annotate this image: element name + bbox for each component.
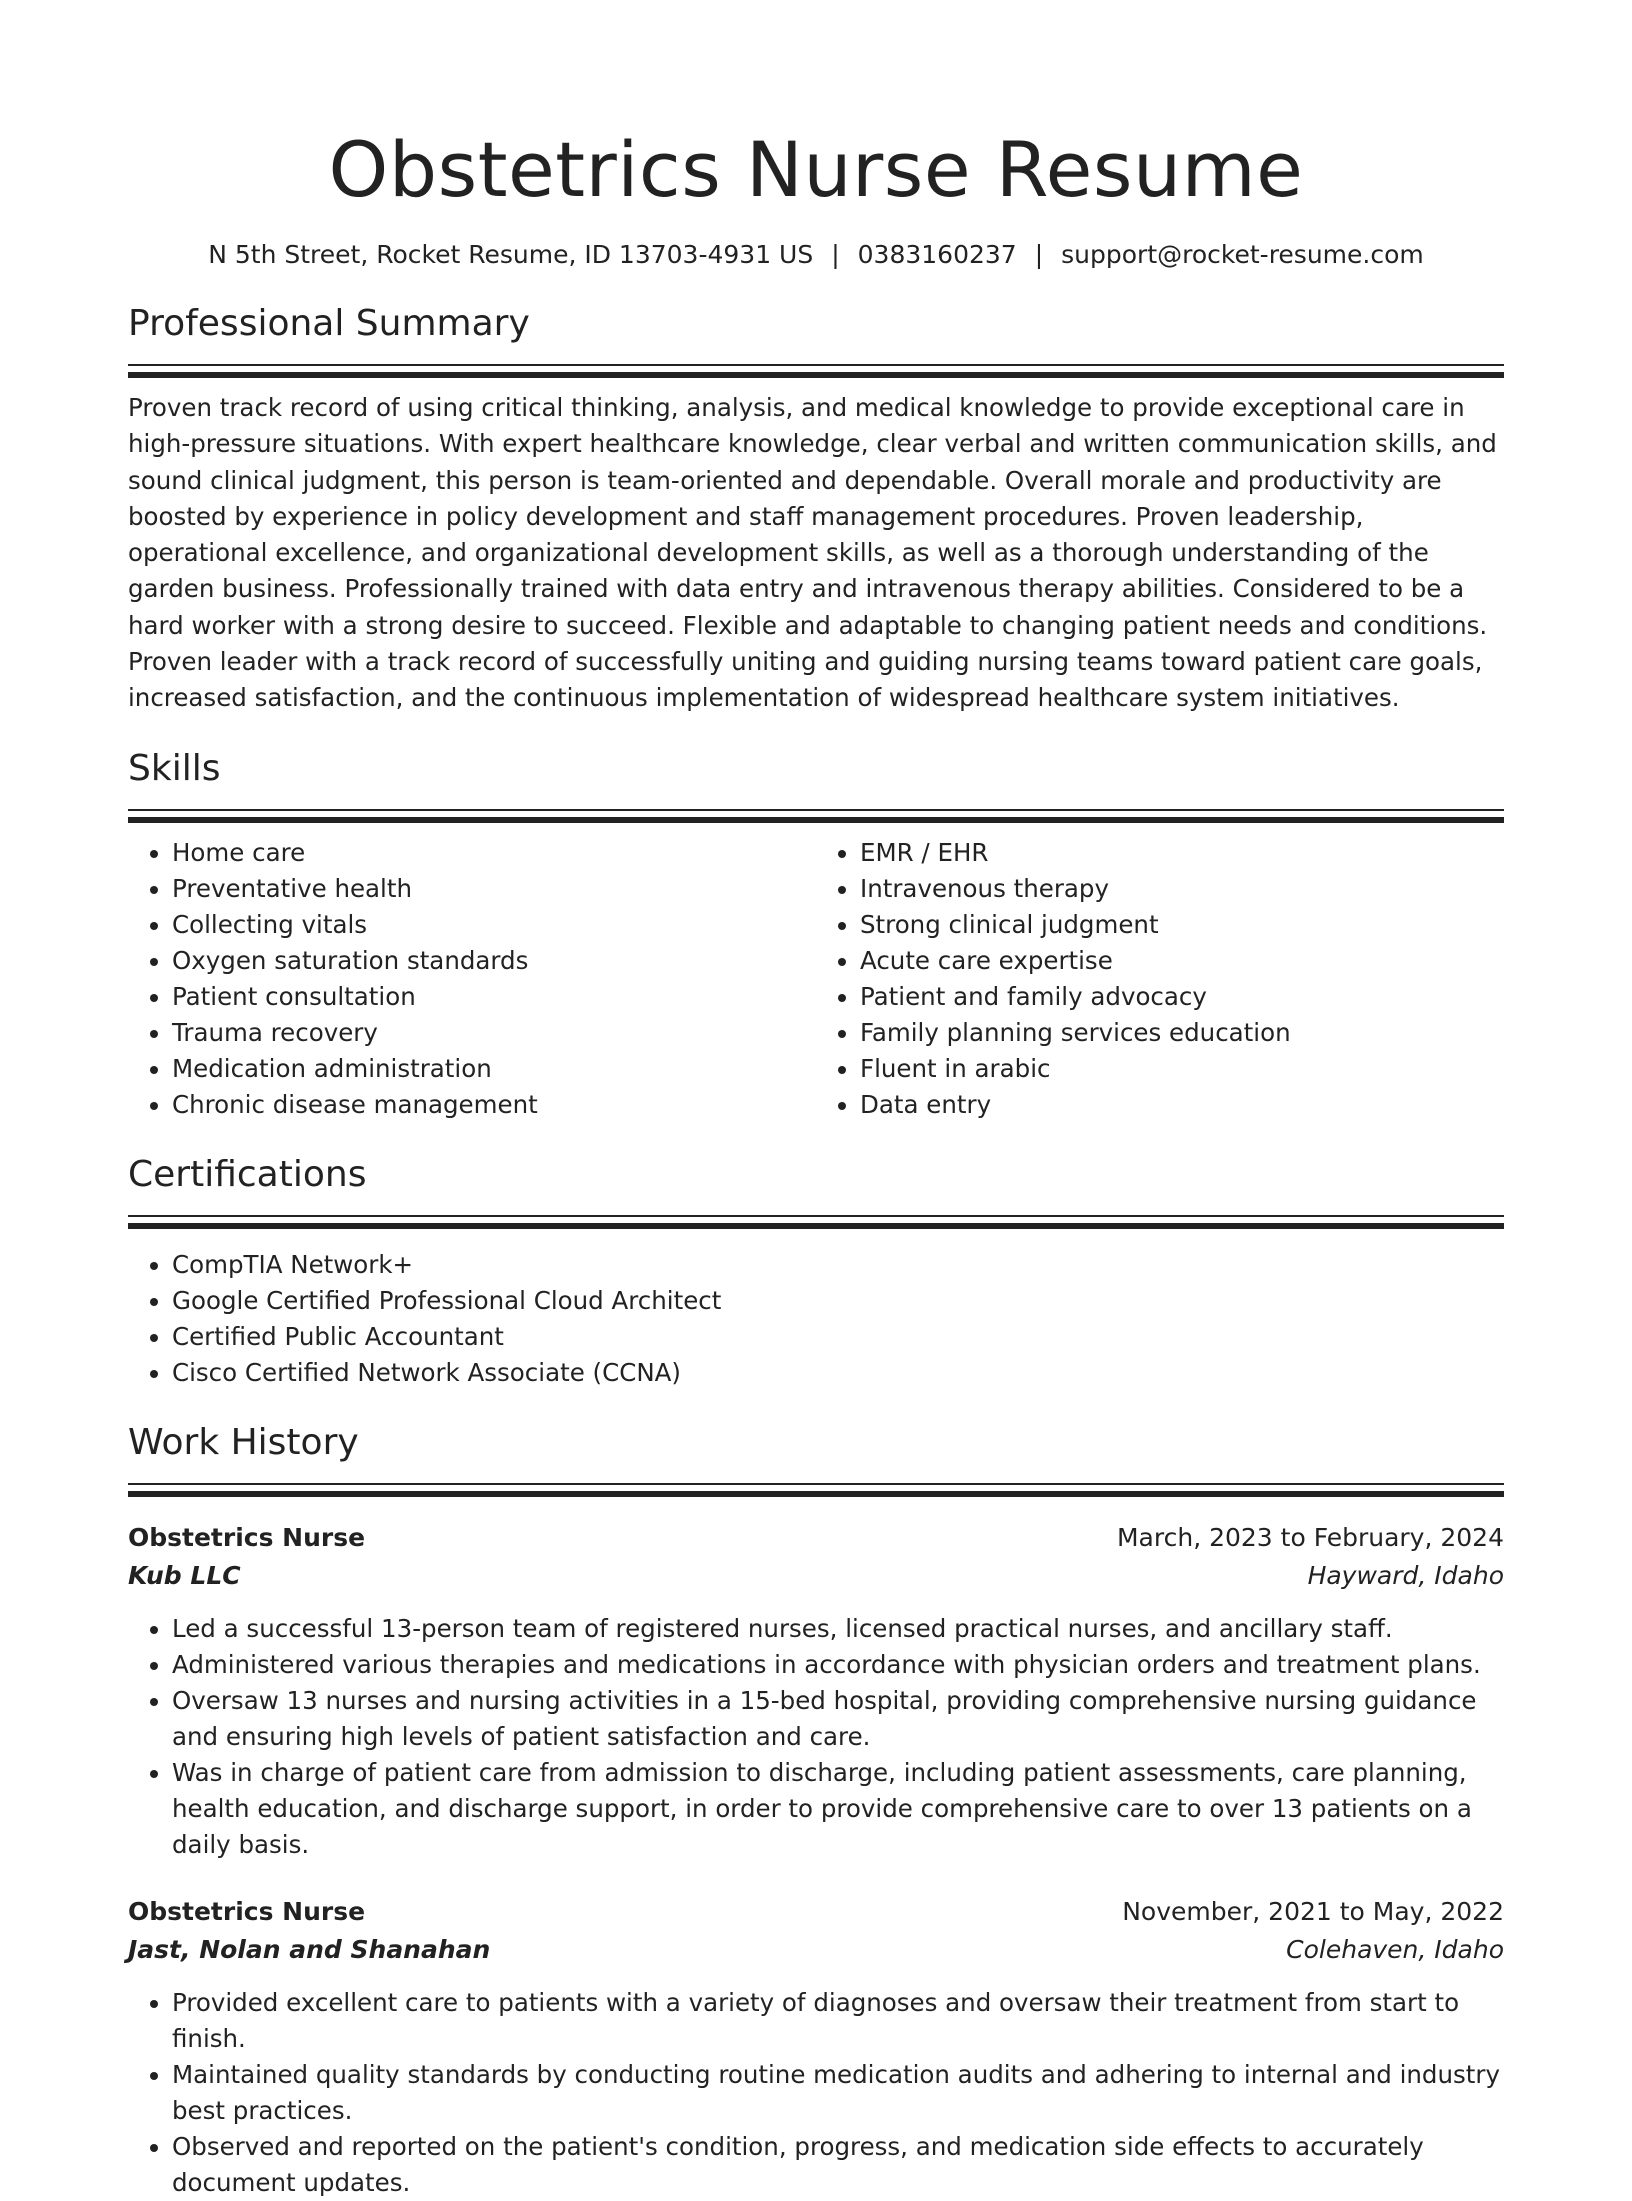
job-bullet: • Was in charge of patient care from admission to discharge, including patient assessments, care planning, health education, and discharge support, in order to provide comprehensive care to over 13 patients on a daily basis.: [172, 1755, 1504, 1863]
summary-text: Proven track record of using critical thinking, analysis, and medical knowledge to provide exceptional care in high-pressure situations. With expert healthcare knowledge, clear verbal and written communication skills, and sound clinical judgment, this person is team-oriented and dependable. Overall morale and productivity are boosted by experience in policy development and staff management procedures. Proven leadership, operational excellence, and organizational development skills, as well as a thorough understanding of the garden business. Professionally trained with data entry and intravenous therapy abilities. Considered to be a hard worker with a strong desire to succeed. Flexible and adaptable to changing patient needs and conditions. Proven leader with a track record of successfully uniting and guiding nursing teams toward patient care goals, increased satisfaction, and the continuous implementation of widespread healthcare system initiatives.: [128, 393, 1497, 713]
job-bullets: [128, 1985, 1504, 2201]
skill-item: • Data entry: [860, 1087, 1504, 1123]
job-bullet: • Administered various therapies and medications in accordance with physician orders and treatment plans.: [172, 1647, 1504, 1683]
certification-item: • Cisco Certified Network Associate (CCNA): [172, 1355, 1504, 1391]
page-title: Obstetrics Nurse Resume: [328, 125, 1304, 214]
skill-item: • Strong clinical judgment: [860, 907, 1504, 943]
section-divider: [128, 809, 1504, 823]
skills-list-right: [816, 835, 1504, 1123]
job-bullet: • Observed and reported on the patient's condition, progress, and medication side effects to accurately document updates.: [172, 2129, 1504, 2201]
contact-email: support@rocket-resume.com: [1061, 240, 1424, 269]
skill-item: • Intravenous therapy: [860, 871, 1504, 907]
work-history-section: [128, 1419, 1504, 2201]
skills-columns: [128, 835, 1504, 1123]
summary-section: [128, 300, 1504, 717]
job-company: Kub LLC: [128, 1560, 241, 1590]
skill-item: • Home care: [172, 835, 816, 871]
skill-item: • Fluent in arabic: [860, 1051, 1504, 1087]
job-bullet: • Provided excellent care to patients with a variety of diagnoses and oversaw their treatment from start to finish.: [172, 1985, 1504, 2057]
skills-section: [128, 745, 1504, 1123]
job-entry: [128, 1893, 1504, 2201]
job-title: Obstetrics Nurse: [128, 1896, 366, 1926]
contact-phone: 0383160237: [857, 240, 1017, 269]
contact-line: [128, 238, 1504, 272]
contact-address: N 5th Street, Rocket Resume, ID 13703-4931 US: [208, 240, 814, 269]
job-title: Obstetrics Nurse: [128, 1522, 366, 1552]
skill-item: • Chronic disease management: [172, 1087, 816, 1123]
job-bullets: [128, 1611, 1504, 1863]
summary-heading: Professional Summary: [128, 303, 530, 344]
job-company: Jast, Nolan and Shanahan: [128, 1934, 491, 1964]
job-subheader: [128, 1931, 1504, 1969]
certifications-list: [128, 1247, 1504, 1391]
skill-item: • Trauma recovery: [172, 1015, 816, 1051]
skill-item: • Patient and family advocacy: [860, 979, 1504, 1015]
job-bullet: • Maintained quality standards by conducting routine medication audits and adhering to internal and industry best practices.: [172, 2057, 1504, 2129]
skill-item: • Preventative health: [172, 871, 816, 907]
contact-separator: |: [831, 240, 840, 269]
section-divider: [128, 364, 1504, 378]
work-history-heading: Work History: [128, 1421, 359, 1463]
job-header: [128, 1893, 1504, 1931]
certification-item: • Google Certified Professional Cloud Architect: [172, 1283, 1504, 1319]
skill-item: • Patient consultation: [172, 979, 816, 1015]
certification-item: • CompTIA Network+: [172, 1247, 1504, 1283]
skills-list-left: [128, 835, 816, 1123]
skill-item: • Acute care expertise: [860, 943, 1504, 979]
skill-item: • Oxygen saturation standards: [172, 943, 816, 979]
skill-item: • EMR / EHR: [860, 835, 1504, 871]
job-subheader: [128, 1557, 1504, 1595]
job-dates: November, 2021 to May, 2022: [1122, 1896, 1504, 1926]
skills-heading: Skills: [128, 747, 221, 789]
skill-item: • Family planning services education: [860, 1015, 1504, 1051]
certifications-heading: Certifications: [128, 1153, 367, 1195]
section-divider: [128, 1483, 1504, 1497]
job-bullet: • Led a successful 13-person team of registered nurses, licensed practical nurses, and ancillary staff.: [172, 1611, 1504, 1647]
job-header: [128, 1519, 1504, 1557]
job-location: Colehaven, Idaho: [1286, 1934, 1504, 1964]
certifications-section: [128, 1151, 1504, 1391]
job-entry: [128, 1519, 1504, 1863]
certification-item: • Certified Public Accountant: [172, 1319, 1504, 1355]
job-bullet: • Oversaw 13 nurses and nursing activities in a 15-bed hospital, providing comprehensive nursing guidance and ensuring high levels of patient satisfaction and care.: [172, 1683, 1504, 1755]
job-dates: March, 2023 to February, 2024: [1116, 1522, 1504, 1552]
skill-item: • Collecting vitals: [172, 907, 816, 943]
contact-separator: |: [1034, 240, 1044, 269]
job-location: Hayward, Idaho: [1307, 1560, 1504, 1590]
skill-item: • Medication administration: [172, 1051, 816, 1087]
section-divider: [128, 1215, 1504, 1229]
